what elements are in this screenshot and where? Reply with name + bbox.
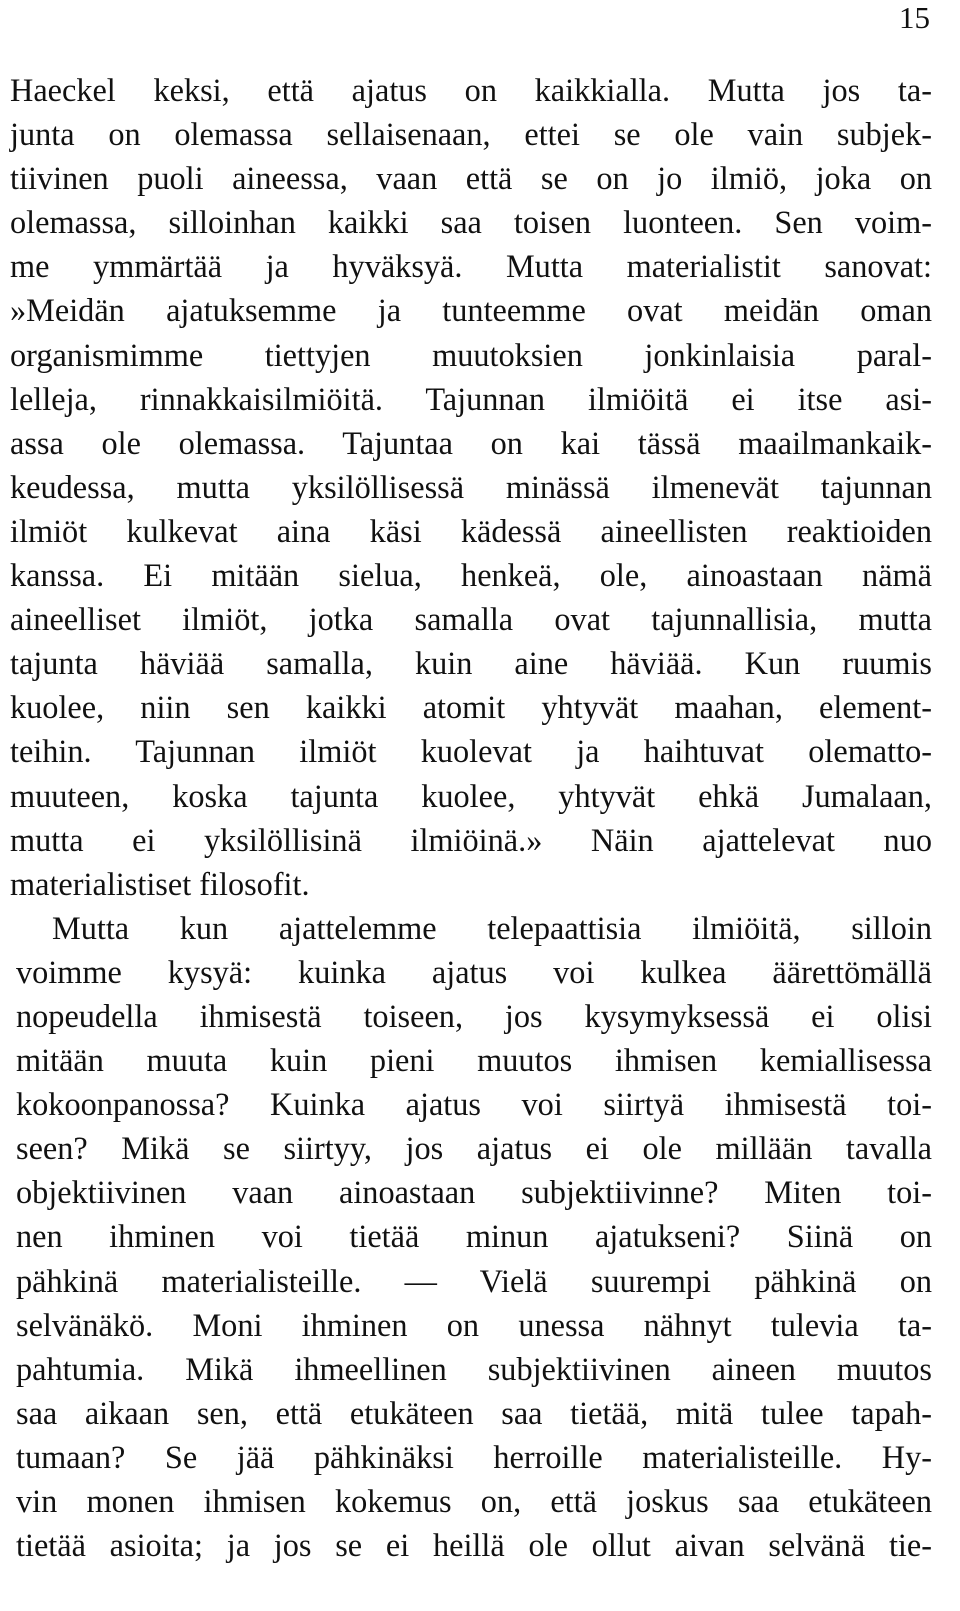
text-line: tajunta häviää samalla, kuin aine häviää. Kun ruumis: [10, 645, 932, 682]
text-line: olemassa, silloinhan kaikki saa toisen luonteen. Sen voim-: [10, 204, 932, 241]
text-line: tiivinen puoli aineessa, vaan että se on jo ilmiö, joka on: [10, 160, 932, 197]
text-line: saa aikaan sen, että etukäteen saa tietää, mitä tulee tapah-: [16, 1394, 932, 1431]
text-line: organismimme tiettyjen muutoksien jonkinlaisia paral-: [10, 336, 932, 373]
text-line: lelleja, rinnakkaisilmiöitä. Tajunnan ilmiöitä ei itse asi-: [10, 380, 932, 417]
text-line: muuteen, koska tajunta kuolee, yhtyvät ehkä Jumalaan,: [10, 777, 932, 814]
text-line: pähkinä materialisteille. — Vielä suurempi pähkinä on: [16, 1262, 932, 1299]
text-line: keudessa, mutta yksilöllisessä minässä ilmenevät tajunnan: [10, 468, 932, 505]
text-line: selvänäkö. Moni ihminen on unessa nähnyt tulevia ta-: [16, 1306, 932, 1343]
text-line: ilmiöt kulkevat aina käsi kädessä aineellisten reaktioiden: [10, 512, 932, 549]
text-line: aineelliset ilmiöt, jotka samalla ovat tajunnallisia, mutta: [10, 601, 932, 638]
text-line: junta on olemassa sellaisenaan, ettei se ole vain subjek-: [10, 116, 932, 153]
text-line: assa ole olemassa. Tajuntaa on kai tässä maailmankaik-: [10, 424, 932, 461]
text-line: objektiivinen vaan ainoastaan subjektiivinne? Miten toi-: [16, 1174, 932, 1211]
text-line: tumaan? Se jää pähkinäksi herroille materialisteille. Hy-: [16, 1438, 932, 1475]
text-line: kokoonpanossa? Kuinka ajatus voi siirtyä ihmisestä toi-: [16, 1086, 932, 1123]
text-line: mutta ei yksilöllisinä ilmiöinä.» Näin ajattelevat nuo: [10, 821, 932, 858]
text-line: »Meidän ajatuksemme ja tunteemme ovat meidän oman: [10, 292, 932, 329]
text-line: Mutta kun ajattelemme telepaattisia ilmiöitä, silloin: [52, 909, 932, 946]
text-line: seen? Mikä se siirtyy, jos ajatus ei ole millään tavalla: [16, 1130, 932, 1167]
page-number: 15: [899, 0, 930, 35]
text-line: materialistiset filosofit.: [10, 865, 310, 902]
text-line: teihin. Tajunnan ilmiöt kuolevat ja haihtuvat olematto-: [10, 733, 932, 770]
text-line: kuolee, niin sen kaikki atomit yhtyvät maahan, element-: [10, 689, 932, 726]
text-line: nopeudella ihmisestä toiseen, jos kysymyksessä ei olisi: [16, 997, 932, 1034]
body-text: [10, 68, 932, 1567]
paragraph-2: [10, 906, 932, 1567]
text-line: vin monen ihmisen kokemus on, että joskus saa etukäteen: [16, 1483, 932, 1519]
text-line: mitään muuta kuin pieni muutos ihmisen kemiallisessa: [16, 1042, 932, 1079]
text-line: me ymmärtää ja hyväksyä. Mutta materialistit sanovat:: [10, 248, 932, 285]
text-line: voimme kysyä: kuinka ajatus voi kulkea äärettömällä: [16, 953, 932, 990]
text-line: kanssa. Ei mitään sielua, henkeä, ole, ainoastaan nämä: [10, 557, 932, 594]
text-line: Haeckel keksi, että ajatus on kaikkialla. Mutta jos ta-: [10, 72, 932, 108]
text-line: nen ihminen voi tietää minun ajatukseni? Siinä on: [16, 1218, 932, 1255]
text-line: pahtumia. Mikä ihmeellinen subjektiivinen aineen muutos: [16, 1350, 932, 1387]
text-line: tietää asioita; ja jos se ei heillä ole ollut aivan selvänä tie-: [16, 1527, 932, 1564]
paragraph-1: [10, 68, 932, 906]
